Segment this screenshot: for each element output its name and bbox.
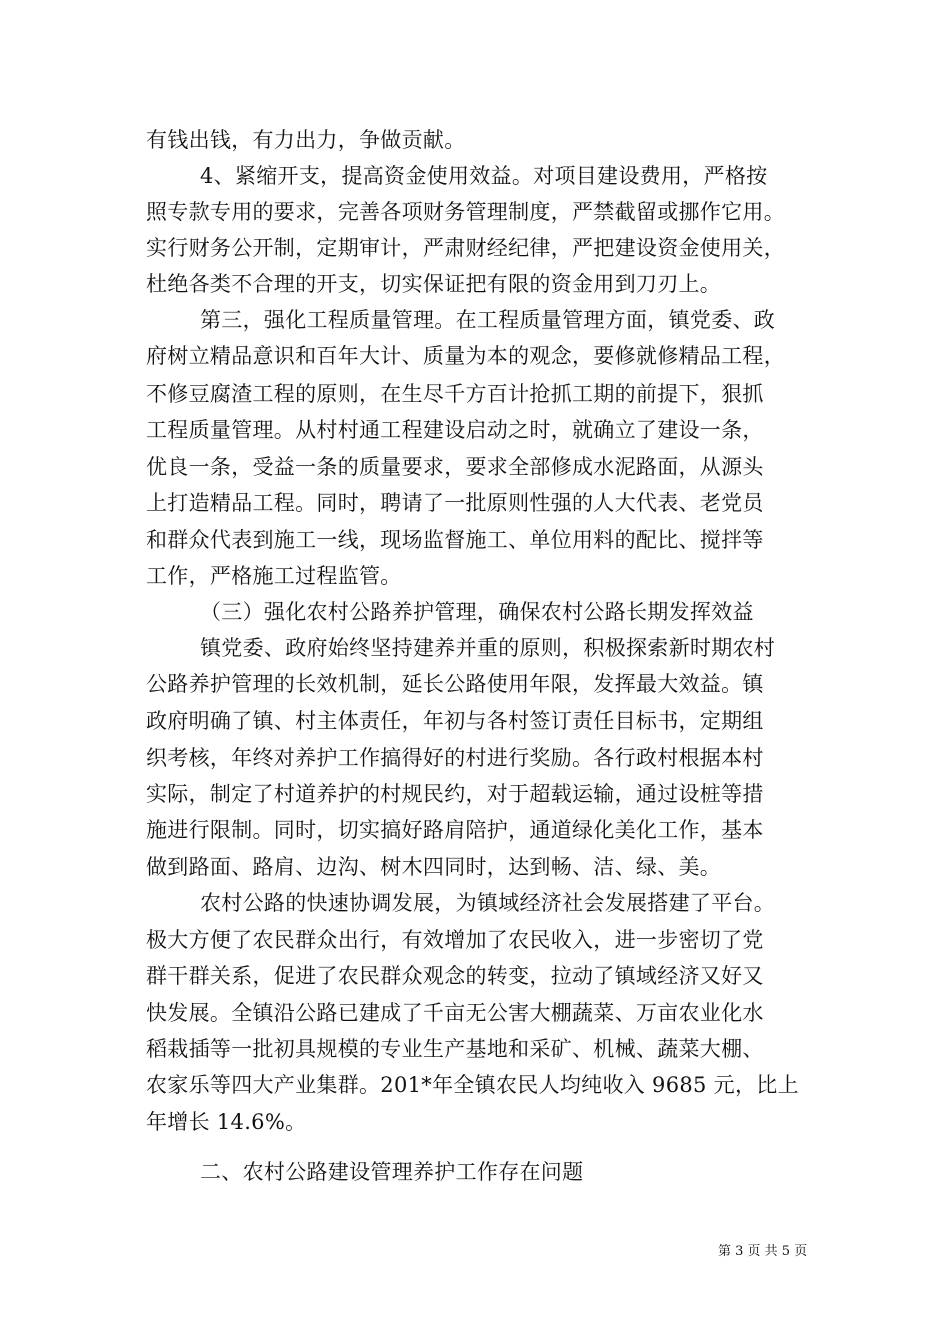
text-line: 照专款专用的要求，完善各项财务管理制度，严禁截留或挪作它用。	[146, 200, 785, 224]
text-line: 公路养护管理的长效机制，延长公路使用年限，发挥最大效益。镇	[146, 672, 764, 696]
page-number: 第 3 页 共 5 页	[718, 1244, 808, 1259]
text-line: 实行财务公开制，定期审计，严肃财经纪律，严把建设资金使用关，	[146, 236, 785, 260]
text-line: 群干群关系，促进了农民群众观念的转变，拉动了镇域经济又好又	[146, 964, 764, 988]
text-line: 上打造精品工程。同时，聘请了一批原则性强的人大代表、老党员	[146, 491, 764, 515]
text-line: 年增长 14.6%。	[146, 1110, 307, 1134]
text-line: 府树立精品意识和百年大计、质量为本的观念，要修就修精品工程，	[146, 344, 785, 368]
text-line: 工程质量管理。从村村通工程建设启动之时，就确立了建设一条，	[146, 418, 764, 442]
section-heading: （三）强化农村公路养护管理，确保农村公路长期发挥效益	[200, 600, 754, 624]
text-line: 不修豆腐渣工程的原则，在生尽千方百计抢抓工期的前提下，狠抓	[146, 382, 764, 406]
text-line: 工作，严格施工过程监管。	[146, 564, 402, 588]
text-line: 快发展。全镇沿公路已建成了千亩无公害大棚蔬菜、万亩农业化水	[146, 1001, 764, 1025]
text-line: 政府明确了镇、村主体责任，年初与各村签订责任目标书，定期组	[146, 709, 764, 733]
text-line: 极大方便了农民群众出行，有效增加了农民收入，进一步密切了党	[146, 928, 764, 952]
text-line: 优良一条，受益一条的质量要求，要求全部修成水泥路面，从源头	[146, 455, 764, 479]
section-heading: 二、农村公路建设管理养护工作存在问题	[200, 1160, 584, 1184]
text-line: 实际，制定了村道养护的村规民约，对于超载运输，通过设桩等措	[146, 782, 764, 806]
text-line: 做到路面、路肩、边沟、树木四同时，达到畅、洁、绿、美。	[146, 855, 722, 879]
text-line: 第三，强化工程质量管理。在工程质量管理方面，镇党委、政	[200, 308, 776, 332]
text-line: 稻栽插等一批初具规模的专业生产基地和采矿、机械、蔬菜大棚、	[146, 1037, 764, 1061]
text-line: 镇党委、政府始终坚持建养并重的原则，积极探索新时期农村	[200, 636, 776, 660]
text-line: 农村公路的快速协调发展，为镇域经济社会发展搭建了平台。	[200, 891, 776, 915]
text-line: 施进行限制。同时，切实搞好路肩陪护，通道绿化美化工作，基本	[146, 818, 764, 842]
text-line: 和群众代表到施工一线，现场监督施工、单位用料的配比、搅拌等	[146, 528, 764, 552]
text-line: 农家乐等四大产业集群。201*年全镇农民人均纯收入 9685 元，比上	[146, 1073, 799, 1097]
text-line: 有钱出钱，有力出力，争做贡献。	[146, 128, 466, 152]
text-line: 杜绝各类不合理的开支，切实保证把有限的资金用到刀刃上。	[146, 272, 722, 296]
text-line: 4、紧缩开支，提高资金使用效益。对项目建设费用，严格按	[200, 164, 768, 188]
text-line: 织考核，年终对养护工作搞得好的村进行奖励。各行政村根据本村	[146, 746, 764, 770]
